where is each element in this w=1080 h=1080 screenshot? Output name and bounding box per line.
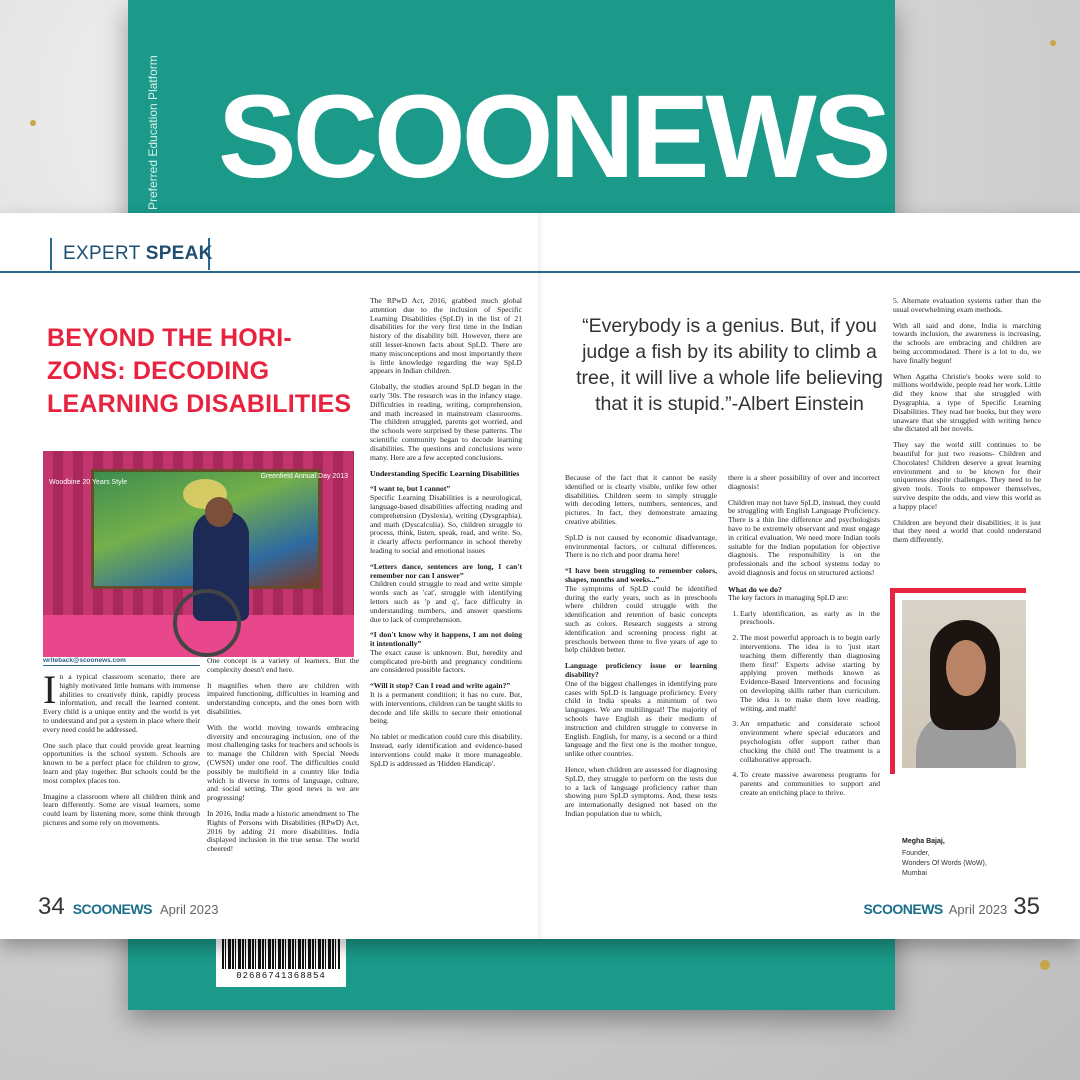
author-city: Mumbai (902, 870, 927, 877)
photo-sign-right: Greenfield Annual Day 2013 (260, 473, 348, 480)
paragraph-text: It is a permanent condition; it has no cure. But, with interventions, children can be taught skills to decode and life skills to secure their emotional being. (370, 690, 522, 726)
paragraph-text: The exact cause is unknown. But, heredity and complicated pre-birth and pregnancy conditions are considered possible factors. (370, 647, 522, 675)
folio-left (38, 893, 218, 921)
list-item: 2. The most powerful approach is to begin early interventions. The idea is to 'just start teaching them differently than diagnosing them first!' Experts advise starting by applying proven methods known as Evidence-Based Interventions and focusing on developing skills rather than curriculum. The idea is to make them love reading, writing, and math! (740, 634, 880, 713)
list-item: 1. Early identification, as early as in the preschools. (740, 610, 880, 628)
folio-brand: SCOONEWS (72, 901, 152, 917)
gold-speck (30, 120, 36, 126)
section-label-bold: SPEAK (145, 243, 213, 264)
subheading-quote: “I don't know why it happens, I am not doing it intentionally” (370, 630, 522, 649)
headline-line: BEYOND THE HORI- (47, 324, 292, 352)
subheading-quote: “I have been struggling to remember colors, shapes, months and weeks...” (565, 566, 717, 584)
paragraph-text: The symptoms of SpLD could be identified during the early years, such as in preschools where children could struggle with the identification and retention of basic concepts such as colors. Research suggests a strong identification and screening process right at preschools between three to five years of age to help children better. (565, 583, 717, 655)
paragraph: The RPwD Act, 2016, grabbed much global attention due to the inclusion of Specific Learning Disabilities (SpLD) in the list of 21 disabilities for the very first time in the Indian history of the disability bill. However, there are still lesser-known facts about SpLD. There are many misconceptions and most importantly there is little knowledge regarding the way SpLD appears in Indian children. (370, 297, 522, 376)
gold-speck (1040, 960, 1050, 970)
paragraph: With the world moving towards embracing diversity and encouraging inclusion, one of the most challenging tasks for teachers and schools is to manage the Children with Special Needs (CWSN) under one roof. The difficulties could possibly be multifield in a country like India which is diverse in terms of language, culture, and social setting. The good news is we are progressing! (207, 722, 359, 803)
paragraph: Globally, the studies around SpLD began in the early '30s. The research was in the infancy stage. Difficulties in reading, writing, comprehension, and math increased in mainstream classrooms. The children struggled, parents got worried, and the schools were surprised by these patterns. The scientific community began to decode learning disabilities. The questions and conclusions were many. Here are a few accepted conclusions. (370, 382, 522, 462)
key-factors-list (728, 610, 880, 798)
subheading-quote: “Letters dance, sentences are long, I can't remember nor can I answer” (370, 561, 522, 580)
writeback-email[interactable]: writeback@scoonews.com (43, 657, 126, 664)
paragraph: Imagine a classroom where all children think and learn differently. Some are visual learners, some could learn by listening more, some think through pictures and some rely on movements. (43, 791, 200, 827)
paragraph (370, 485, 522, 555)
list-item: 3. An empathetic and considerate school environment where special educators and psychologists offer support rather than chucking the child out! The treatment is a collaborative approach. (740, 720, 880, 764)
paragraph: One concept is a variety of learners. But the complexity doesn't end here. (207, 657, 359, 674)
subheading: What do we do? (728, 584, 782, 594)
paragraph: Hence, when children are assessed for diagnosing SpLD, they struggle to perform on the tests due to a lack of language proficiency rather than showing pure SpLD symptoms. And, these tests are internationally designed not based on the Indian population due to which, (565, 764, 717, 818)
author-role: Founder, (902, 850, 930, 857)
headline-line: ZONS: DECODING (47, 357, 270, 385)
paragraph (370, 631, 522, 675)
folio-date: April 2023 (159, 902, 219, 917)
paragraph: Children may not have SpLD, instead, they could be struggling with English Language Proficiency. There is a thin line difference and psychologists have to be extremely observant and must engage in critical evaluation. We need more Indian tools suitable for the Indian population for objective diagnosis. The responsibility is on the professionals and the school systems today to avoid diagnosis and focus on structured actions! (728, 497, 880, 577)
paragraph-text: n a typical classroom scenario, there are highly motivated little humans with immense abilities to creatively think, rapidly process information, and recall the learned content. Every child is a unique entity and the world is yet to understand and put a system in place where their every need could be addressed. (43, 673, 200, 734)
drop-cap: I (43, 673, 57, 712)
paragraph-text: One of the biggest challenges in identifying pure cases with SpLD is language proficiency. Every child in India speaks a minimum of two languages. We are multilingual! The majority of schools have English as their medium of instruction and children struggle to converse in English. English, for many, is a second or a third language and the first one is the mother tongue, unlike other countries. (565, 678, 717, 759)
subheading-quote: “Will it stop? Can I read and write again?” (370, 681, 511, 691)
barcode-number: 02686741368854 (236, 971, 326, 981)
paragraph: Because of the fact that it cannot be easily identified or is clearly visible, unlike few other disabilities. Children seem to simply struggle with decoding letters, numbers, sentences, and pictures. In fact, they demonstrate amazing creative abilities. (565, 474, 717, 526)
paragraph (565, 567, 717, 655)
author-portrait-frame (890, 588, 1030, 778)
paragraph: When Agatha Christie's books were sold to millions worldwide, people read her work. Little did they know that she struggled with Dysgraphia, a type of Specific Learning Disabilities. They read her books, but they were unaware that she struggled with writing hence she dictated all her novels. (893, 371, 1041, 434)
paragraph: In 2016, India made a historic amendment to The Rights of Persons with Disabilities (RPwD) Act, 2016 by adding 21 more disabilities. India displayed inclusion in the true sense. The world cheered! (207, 808, 359, 854)
page-number: 34 (38, 893, 65, 920)
paragraph: With all said and done, India is marching towards inclusion, the awareness is increasing, the schools are embracing and children are being accommodated. There is a lot to do, we have finally begun! (893, 320, 1041, 365)
subheading: Language proficiency issue or learning disability? (565, 661, 717, 679)
paragraph: No tablet or medication could cure this disability. Instead, early identification and evidence-based interventions could make it more manageable. SpLD is addressed as 'Hidden Handicap'. (370, 732, 522, 768)
paragraph-text: Specific Learning Disabilities is a neurological, language-based disabilities affecting reading and comprehension (Dyslexia), writing (Dysgraphia), and math (Dyscalculia). So, children struggle to process, think, listen, speak, read, and write. So, it clearly affects performance in school thereby leading to social and emotional issues (370, 493, 522, 555)
paragraph: It magnifies when there are children with impaired functioning, difficulties in learning and understanding concepts, and the ones born with disabilities. (207, 680, 359, 716)
barcode-bars (222, 939, 340, 969)
folio-right (864, 893, 1040, 921)
paragraph: They say the world still continues to be beautiful for just two reasons- Children and Chocolates! Children deserve a great learning environment and to be known for their uniqueness despite challenges. They need to be given tools. Tools to empower themselves, survive despite the odds, and view this world as a happy place! (893, 440, 1041, 511)
paragraph: SpLD is not caused by economic disadvantage, environmental factors, or cultural differences. There is no rich and poor drama here! (565, 532, 717, 560)
paragraph (565, 662, 717, 759)
wheelchair-wheel (173, 589, 241, 657)
subheading-quote: “I want to, but I cannot” (370, 484, 451, 494)
author-details (902, 849, 987, 879)
email-rule (43, 665, 200, 666)
subheading: Understanding Specific Learning Disabilities (370, 469, 520, 479)
paragraph: One such place that could provide great learning opportunities is the school system. Schools are known to be a perfect place for children to grow, learn and play together. But schools could be the most complex places too. (43, 740, 200, 785)
headline-line: LEARNING DISABILITIES (47, 390, 352, 418)
article-column-6 (893, 297, 1041, 582)
photo-student-head (205, 497, 233, 527)
paragraph (370, 563, 522, 625)
article-column-1 (43, 673, 200, 873)
paragraph: there is a sheer possibility of over and incorrect diagnosis! (728, 474, 880, 491)
paragraph-text: Children could struggle to read and write simple words such as 'cat', struggle with identifying letters such as 'p and q', face difficulty in understanding numbers, and answer questions due to lack of comprehension. (370, 579, 522, 624)
folio-date: April 2023 (948, 902, 1008, 917)
section-rule (0, 271, 1080, 273)
photo-sign-left: Woodbine 20 Years Style (49, 479, 128, 486)
magazine-spread (0, 213, 1080, 939)
article-headline (47, 322, 362, 421)
paragraph (370, 682, 522, 726)
article-column-4 (565, 474, 717, 874)
portrait-face (946, 640, 986, 696)
article-column-2 (207, 657, 359, 875)
cover-masthead: SCOONEWS (218, 71, 888, 203)
list-item: 4. To create massive awareness programs for parents and communities to support and create an enriching place to thrive. (740, 771, 880, 797)
author-portrait (902, 600, 1026, 768)
folio-brand: SCOONEWS (863, 901, 943, 917)
gold-speck (1050, 40, 1056, 46)
section-label-light: EXPERT (63, 243, 146, 264)
article-photo (43, 451, 354, 657)
barcode (216, 935, 346, 987)
section-label (63, 243, 213, 265)
page-number: 35 (1013, 893, 1040, 920)
pull-quote: “Everybody is a genius. But, if you judge a fish by its ability to climb a tree, it will live a whole life believing that it is stupid.”-Albert Einstein (576, 315, 883, 415)
paragraph: Children are beyond their disabilities; it is just that they need a world that could understand them differently. (893, 517, 1041, 545)
author-name: Megha Bajaj, (902, 838, 945, 845)
paragraph (43, 673, 200, 735)
author-org: Wonders Of Words (WoW), (902, 860, 987, 867)
article-column-5 (728, 474, 880, 874)
article-column-3 (370, 297, 522, 875)
cover-tagline: Preferred Education Platform (146, 55, 160, 210)
paragraph: The key factors in managing SpLD are: (728, 592, 849, 602)
list-item: 5. Alternate evaluation systems rather than the usual overwhelming exam methods. (893, 297, 1041, 314)
